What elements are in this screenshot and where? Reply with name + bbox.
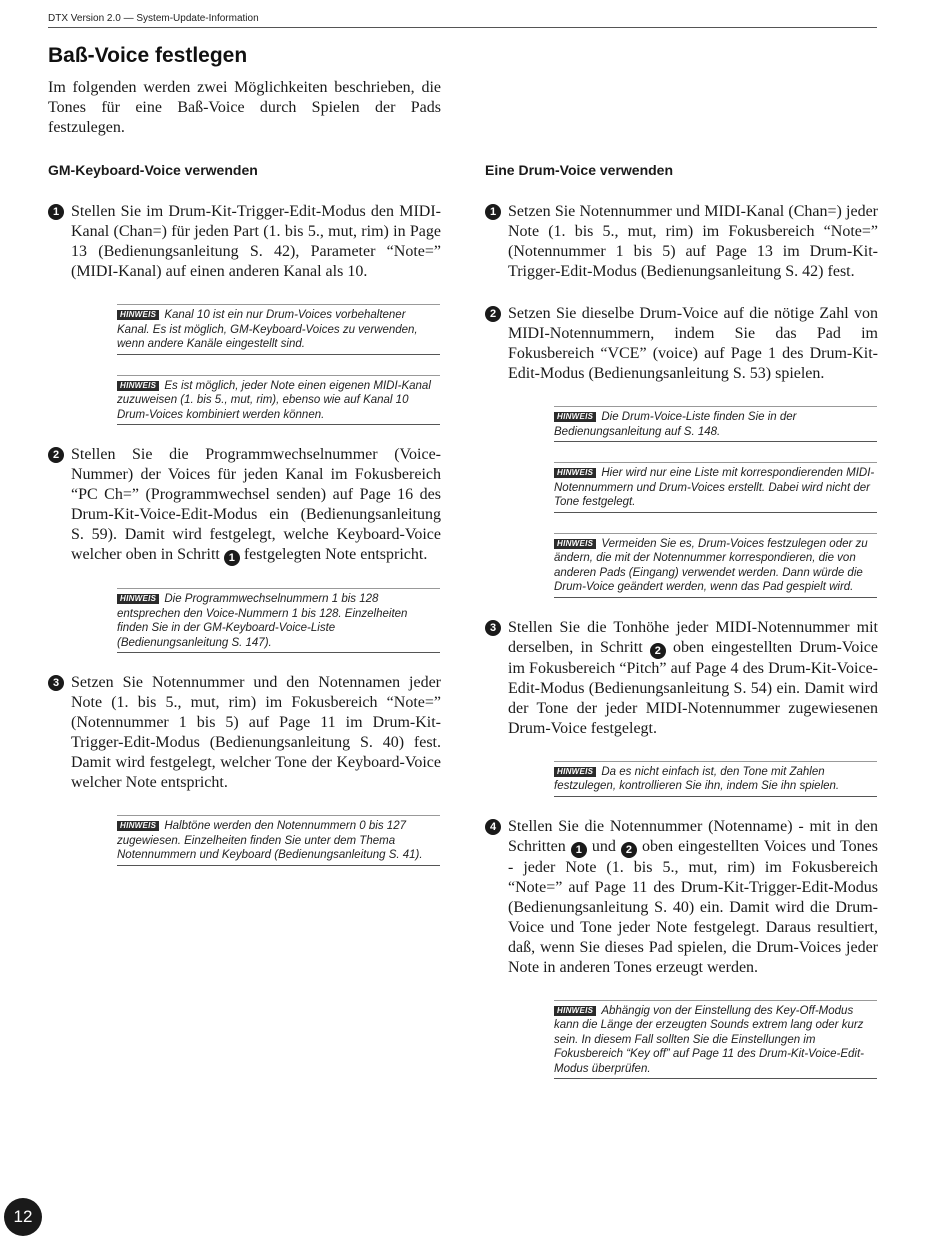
- hint-badge: HINWEIS: [117, 594, 159, 604]
- hint-note: [117, 815, 440, 866]
- hint-note: [554, 406, 877, 442]
- hint-badge: HINWEIS: [554, 468, 596, 478]
- hint-note: [117, 588, 440, 653]
- step-text: oben eingestellten Drum-Voice im Fokusbereich “Pitch” auf Page 4 des Drum-Kit-Voice-Edit-Modus (Bedienungsanleitung S. 54) ein. Damit wird der Tone der jeder MIDI-Notennummer zugewiesenen Drum-Voice festgelegt.: [508, 638, 878, 737]
- step-item: [485, 618, 878, 739]
- hint-badge: HINWEIS: [554, 1006, 596, 1016]
- hint-badge: HINWEIS: [117, 821, 159, 831]
- hint-text: Hier wird nur eine Liste mit korrespondierenden MIDI-Notennummern und Drum-Voices erstellt. Dabei wird nicht der Tone festgelegt.: [554, 467, 875, 508]
- hint-text: Abhängig von der Einstellung des Key-Off-Modus kann die Länge der erzeugten Sounds extrem lang oder kurz sein. In diesem Fall sollten Sie die Einstellungen im Fokusbereich “Key off” auf Page 11 des Drum-Kit-Voice-Edit-Modus überprüfen.: [554, 1004, 864, 1075]
- intro-paragraph: Im folgenden werden zwei Möglichkeiten beschrieben, die Tones für eine Baß-Voice durch Spielen der Pads festzulegen.: [48, 79, 441, 136]
- page-title: Baß-Voice festlegen: [48, 44, 248, 67]
- hint-text: Da es nicht einfach ist, den Tone mit Zahlen festzulegen, kontrollieren Sie ihn, indem Sie ihn spielen.: [554, 765, 840, 792]
- step-text: Setzen Sie Notennummer und den Notennamen jeder Note (1. bis 5., mut, rim) im Fokusbereich “Note=” (Notennummer 1 bis 5) auf Page 11 im Drum-Kit-Trigger-Edit-Modus (Bedienungsanleitung S. 40) fest. Damit wird festgelegt, welcher Tone der Keyboard-Voice welcher Note entspricht.: [71, 674, 441, 791]
- left-column: [48, 160, 441, 886]
- hint-note: [117, 304, 440, 355]
- step-text: und: [591, 837, 616, 855]
- step-item: [48, 673, 441, 793]
- step-text: Setzen Sie dieselbe Drum-Voice auf die nötige Zahl von MIDI-Notennummern, indem Sie das Pad im Fokusbereich “VCE” (voice) auf Page 1 des Drum-Kit-Edit-Modus (Bedienungsanleitung S. 53) spielen.: [508, 305, 878, 382]
- hint-note: [117, 375, 440, 426]
- step-item: [485, 202, 878, 282]
- page-number-badge: 12: [4, 1198, 42, 1236]
- step-item: [485, 304, 878, 384]
- hint-note: [554, 761, 877, 797]
- step-number: 1: [48, 204, 64, 220]
- hint-note: [554, 1000, 877, 1080]
- hint-text: Die Programmwechselnummern 1 bis 128 entsprechen den Voice-Nummern 1 bis 128. Einzelheiten finden Sie in der GM-Keyboard-Voice-Liste (Bedienungsanleitung S. 147).: [117, 593, 408, 649]
- step-text: Stellen Sie im Drum-Kit-Trigger-Edit-Modus den MIDI-Kanal (Chan=) für jeden Part (1. bis 5., mut, rim) in Page 13 (Bedienungsanleitung S. 42), Parameter “Note=” (MIDI-Kanal) auf einen anderen Kanal als 10.: [71, 203, 441, 280]
- step-reference-badge: 1: [224, 550, 240, 566]
- step-reference-badge: 1: [571, 842, 587, 858]
- hint-badge: HINWEIS: [554, 767, 596, 777]
- step-text: Stellen Sie die Notennummer (Notenname) - mit in den Schritten: [508, 817, 878, 855]
- step-number: 3: [48, 675, 64, 691]
- step-text: festgelegten Note entspricht.: [243, 546, 428, 563]
- hint-note: [554, 462, 877, 513]
- running-header: DTX Version 2.0 — System-Update-Information: [48, 13, 877, 28]
- step-number: 1: [485, 204, 501, 220]
- hint-badge: HINWEIS: [117, 381, 159, 391]
- step-number: 2: [485, 306, 501, 322]
- right-column: [485, 160, 878, 1099]
- hint-text: Vermeiden Sie es, Drum-Voices festzulegen oder zu ändern, die mit der Notennummer korrespondieren, die von anderen Pads (Eingang) verwendet werden. Dann würde die Drum-Voice geändert werden, wenn das Pad gespielt wird.: [554, 537, 868, 593]
- step-item: [48, 445, 441, 566]
- step-reference-badge: 2: [650, 643, 666, 659]
- hint-badge: HINWEIS: [554, 412, 596, 422]
- step-item: [48, 202, 441, 282]
- step-text: Setzen Sie Notennummer und MIDI-Kanal (Chan=) jeder Note (1. bis 5., mut, rim) im Fokusbereich “Note=” (Notennummer 1 bis 5) auf Page 13 im Drum-Kit-Trigger-Edit-Modus (Bedienungsanleitung S. 42) fest.: [508, 203, 878, 280]
- step-reference-badge: 2: [621, 842, 637, 858]
- hint-text: Halbtöne werden den Notennummern 0 bis 127 zugewiesen. Einzelheiten finden Sie unter dem Thema Notennummern und Keyboard (Bedienungsanleitung S. 41).: [117, 820, 423, 861]
- section-heading-drum-voice: Eine Drum-Voice verwenden: [485, 162, 674, 178]
- hint-note: [554, 533, 877, 598]
- step-text: Stellen Sie die Programmwechselnummer (Voice-Nummer) der Voices für jeden Kanal im Fokusbereich “PC Ch=” (Programmwechsel senden) auf Page 16 des Drum-Kit-Voice-Edit-Modus ein (Bedienungsanleitung S. 59). Damit wird festgelegt, welche Keyboard-Voice welcher oben in Schritt: [71, 446, 441, 563]
- hint-text: Die Drum-Voice-Liste finden Sie in der Bedienungsanleitung auf S. 148.: [554, 411, 797, 438]
- step-number: 4: [485, 819, 501, 835]
- step-text: Stellen Sie die Tonhöhe jeder MIDI-Notennummer mit derselben, in Schritt: [508, 618, 878, 656]
- step-number: 3: [485, 620, 501, 636]
- section-heading-gm-keyboard: GM-Keyboard-Voice verwenden: [48, 162, 258, 178]
- step-item: [485, 817, 878, 978]
- hint-text: Es ist möglich, jeder Note einen eigenen MIDI-Kanal zuzuweisen (1. bis 5., mut, rim), ebenso wie auf Kanal 10 Drum-Voices kombiniert werden können.: [117, 379, 431, 421]
- hint-badge: HINWEIS: [554, 539, 596, 549]
- hint-badge: HINWEIS: [117, 310, 159, 320]
- step-number: 2: [48, 447, 64, 463]
- hint-text: Kanal 10 ist ein nur Drum-Voices vorbehaltener Kanal. Es ist möglich, GM-Keyboard-Voices zu verwenden, wenn andere Kanäle eingestellt sind.: [117, 309, 418, 350]
- step-text: oben eingestellten Voices und Tones - jeder Note (1. bis 5., mut, rim) im Fokusbereich “Note=” auf Page 11 des Drum-Kit-Trigger-Edit-Modus (Bedienungsanleitung S. 40) ein. Damit wird die Drum-Voice und Tone jeder Note festgelegt. Daraus resultiert, daß, wenn Sie dieses Pad spielen, die Drum-Voices jeder Note in anderen Tones erzeugt werden.: [508, 837, 878, 976]
